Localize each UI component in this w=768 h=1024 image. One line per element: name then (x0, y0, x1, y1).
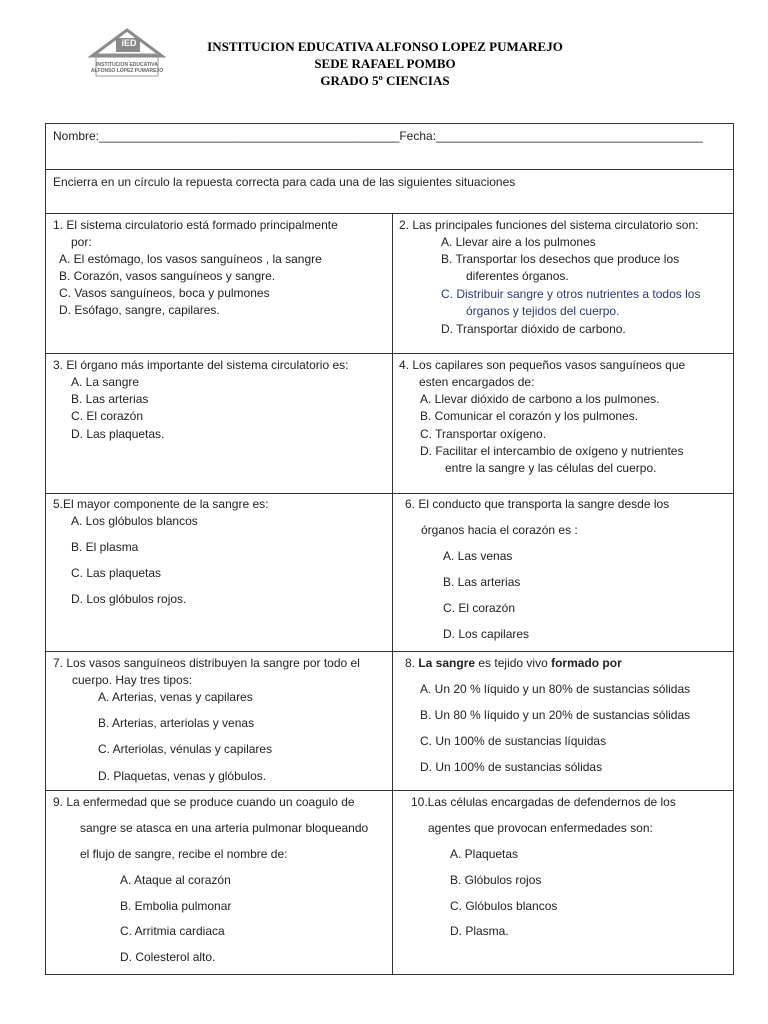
question-1-stem-cont: por: (71, 235, 92, 249)
instructions-row (46, 170, 733, 214)
question-3-stem: 3. El órgano más importante del sistema circulatorio es: (53, 358, 349, 372)
question-7-option-b[interactable]: B. Arterias, arteriolas y venas (98, 716, 255, 730)
question-3-option-d[interactable]: D. Las plaquetas. (71, 427, 165, 441)
question-2-option-c[interactable]: C. Distribuir sangre y otros nutrientes a todos los (441, 287, 701, 301)
question-6-stem-cont: órganos hacia el corazón es : (421, 523, 578, 537)
question-9-option-a[interactable]: A. Ataque al corazón (120, 873, 231, 887)
question-8-stem-bold-1: La sangre (418, 656, 476, 670)
question-7 (46, 652, 393, 790)
question-9-option-c[interactable]: C. Arritmia cardiaca (120, 924, 225, 938)
question-8-option-b[interactable]: B. Un 80 % líquido y un 20% de sustancias sólidas (420, 708, 691, 722)
question-10-option-b[interactable]: B. Glóbulos rojos (450, 873, 542, 887)
logo-line-2: ALFONSO LOPEZ PUMAREJO (90, 68, 164, 74)
question-5 (46, 494, 393, 651)
question-10-option-d[interactable]: D. Plasma. (450, 924, 509, 938)
name-field[interactable]: Nombre:_____________________________________________ (53, 129, 400, 143)
question-9-option-b[interactable]: B. Embolia pulmonar (120, 899, 232, 913)
question-3-option-a[interactable]: A. La sangre (71, 375, 140, 389)
document-header (0, 0, 768, 115)
question-7-option-d[interactable]: D. Plaquetas, venas y glóbulos. (98, 769, 267, 783)
question-6-stem: 6. El conducto que transporta la sangre desde los (405, 497, 670, 511)
title-school: INSTITUCION EDUCATIVA ALFONSO LOPEZ PUMAREJO (207, 39, 563, 54)
name-date-row (46, 124, 733, 170)
question-4-stem-cont: esten encargados de: (419, 375, 535, 389)
question-2-option-b[interactable]: B. Transportar los desechos que produce los (441, 252, 680, 266)
question-1-option-c[interactable]: C. Vasos sanguíneos, boca y pulmones (59, 286, 270, 300)
question-2 (393, 214, 733, 353)
question-row-2 (46, 354, 733, 494)
question-8-stem-mid: es tejido vivo (475, 656, 552, 670)
question-7-option-c[interactable]: C. Arteriolas, vénulas y capilares (98, 742, 273, 756)
question-7-stem: 7. Los vasos sanguíneos distribuyen la sangre por todo el (53, 656, 360, 670)
question-2-option-c-cont: órganos y tejidos del cuerpo. (466, 304, 620, 318)
instructions-text: Encierra en un círculo la repuesta correcta para cada una de las siguientes situaciones (53, 175, 516, 189)
title-site: SEDE RAFAEL POMBO (314, 56, 456, 71)
question-1 (46, 214, 393, 353)
question-row-3 (46, 494, 733, 652)
question-9-option-d[interactable]: D. Colesterol alto. (120, 950, 216, 964)
question-4-option-d[interactable]: D. Facilitar el intercambio de oxígeno y nutrientes (420, 444, 684, 458)
question-10-stem: 10.Las células encargadas de defendernos de los (411, 795, 676, 809)
question-4 (393, 354, 733, 493)
question-8-option-c[interactable]: C. Un 100% de sustancias líquidas (420, 734, 607, 748)
question-8-number: 8. (405, 656, 419, 670)
question-4-stem: 4. Los capilares son pequeños vasos sanguíneos que (399, 358, 686, 372)
question-7-stem-cont: cuerpo. Hay tres tipos: (72, 673, 193, 687)
document-title (180, 38, 590, 89)
question-row-4 (46, 652, 733, 791)
question-5-option-b[interactable]: B. El plasma (71, 540, 139, 554)
question-1-stem: 1. El sistema circulatorio está formado principalmente (53, 218, 338, 232)
question-2-stem: 2. Las principales funciones del sistema circulatorio son: (399, 218, 699, 232)
question-6-option-d[interactable]: D. Los capilares (443, 627, 530, 641)
question-9-stem-cont-2: el flujo de sangre, recibe el nombre de: (80, 847, 288, 861)
logo-caption (88, 62, 166, 74)
question-9 (46, 791, 393, 974)
question-10-option-c[interactable]: C. Glóbulos blancos (450, 899, 558, 913)
quiz-table (45, 123, 734, 975)
question-10-stem-cont: agentes que provocan enfermedades son: (428, 821, 653, 835)
question-3 (46, 354, 393, 493)
question-2-option-b-cont: diferentes órganos. (466, 269, 569, 283)
question-1-option-d[interactable]: D. Esófago, sangre, capilares. (59, 303, 220, 317)
question-8 (393, 652, 733, 790)
question-6-option-c[interactable]: C. El corazón (443, 601, 516, 615)
question-2-option-a[interactable]: A. Llevar aire a los pulmones (441, 235, 596, 249)
logo-line-1: INSTITUCION EDUCATIVA (96, 62, 158, 68)
question-3-option-b[interactable]: B. Las arterias (71, 392, 149, 406)
question-8-option-d[interactable]: D. Un 100% de sustancias sólidas (420, 760, 603, 774)
question-6-option-a[interactable]: A. Las venas (443, 549, 513, 563)
question-3-option-c[interactable]: C. El corazón (71, 409, 144, 423)
question-row-1 (46, 214, 733, 354)
question-5-option-d[interactable]: D. Los glóbulos rojos. (71, 592, 187, 606)
question-5-option-c[interactable]: C. Las plaquetas (71, 566, 162, 580)
question-8-stem (405, 655, 622, 672)
question-7-option-a[interactable]: A. Arterias, venas y capilares (98, 690, 253, 704)
question-row-5 (46, 791, 733, 974)
question-10-option-a[interactable]: A. Plaquetas (450, 847, 519, 861)
question-4-option-d-cont: entre la sangre y las células del cuerpo. (445, 461, 657, 475)
question-6-option-b[interactable]: B. Las arterias (443, 575, 521, 589)
question-8-stem-bold-2: formado por (551, 656, 622, 670)
question-2-option-d[interactable]: D. Transportar dióxido de carbono. (441, 322, 626, 336)
logo-badge: iED (121, 38, 137, 48)
question-1-option-b[interactable]: B. Corazón, vasos sanguíneos y sangre. (59, 269, 276, 283)
question-5-option-a[interactable]: A. Los glóbulos blancos (71, 514, 198, 528)
question-10 (393, 791, 733, 974)
question-8-option-a[interactable]: A. Un 20 % líquido y un 80% de sustancias sólidas (420, 682, 691, 696)
question-4-option-b[interactable]: B. Comunicar el corazón y los pulmones. (420, 409, 639, 423)
question-5-stem: 5.El mayor componente de la sangre es: (53, 497, 269, 511)
question-6 (393, 494, 733, 651)
question-1-option-a[interactable]: A. El estómago, los vasos sanguíneos , la sangre (59, 252, 322, 266)
question-9-stem-cont-1: sangre se atasca en una arteria pulmonar bloqueando (80, 821, 369, 835)
question-4-option-a[interactable]: A. Llevar dióxido de carbono a los pulmones. (420, 392, 660, 406)
question-9-stem: 9. La enfermedad que se produce cuando un coagulo de (53, 795, 355, 809)
question-4-option-c[interactable]: C. Transportar oxígeno. (420, 427, 547, 441)
school-logo (88, 26, 166, 78)
title-grade: GRADO 5º CIENCIAS (320, 73, 450, 88)
date-field[interactable]: Fecha:________________________________________ (399, 129, 703, 143)
